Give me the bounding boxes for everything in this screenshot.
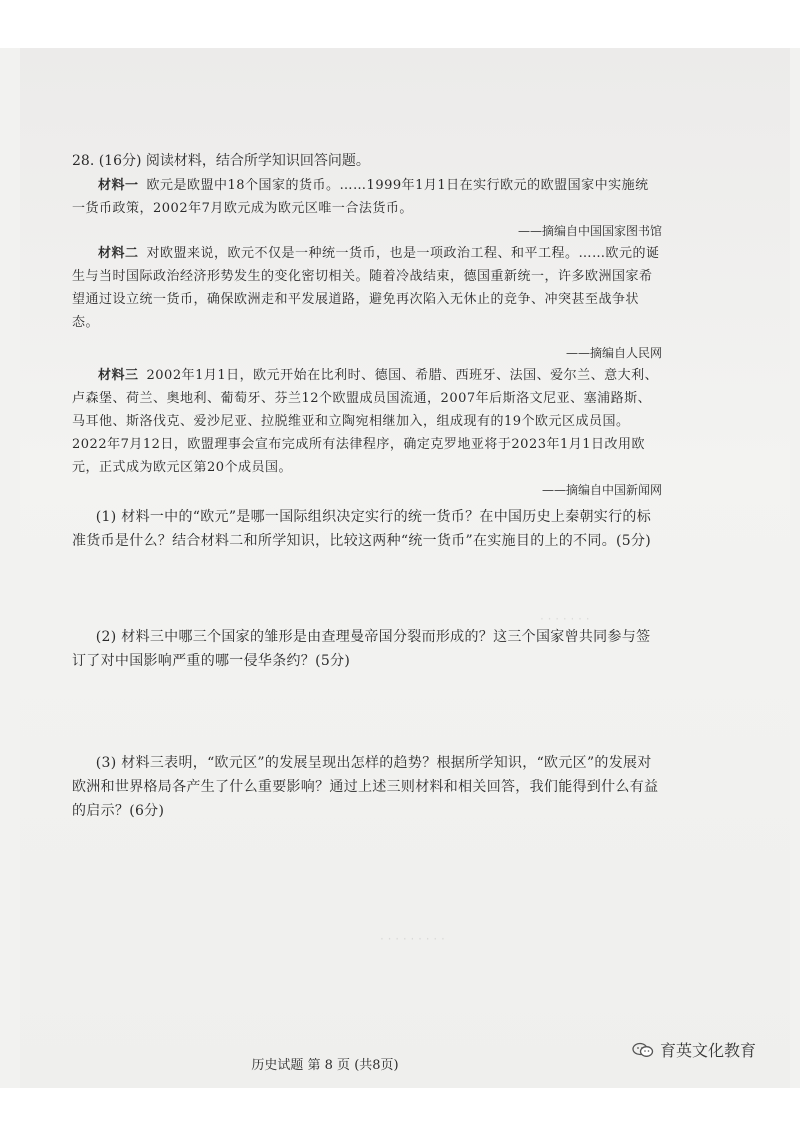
material-3-label: 材料三 [98,368,139,383]
page-footer: 历史试题 第 8 页 (共8页) [251,1058,399,1073]
question-block [72,150,662,823]
material-1-source: ——摘编自中国国家图书馆 [517,224,662,238]
subquestion-2: (2) 材料三中哪三个国家的雏形是由查理曼帝国分裂而形成的？这三个国家曾共同参与签订了对中国影响严重的哪一侵华条约？(5分) [72,629,651,669]
top-margin [0,0,800,48]
material-2-label: 材料二 [98,246,139,261]
subquestion-1: (1) 材料一中的“欧元”是哪一国际组织决定实行的统一货币？在中国历史上秦朝实行的标准货币是什么？结合材料二和所学知识，比较这两种“统一货币”在实施目的上的不同。(5分) [72,509,652,549]
material-2 [72,242,662,334]
bleed-through-text: · · · · · · · · · [380,932,445,946]
material-2-source: ——摘编自人民网 [565,346,662,360]
material-1 [72,174,662,220]
bleed-through-text: · · · · · · · [540,612,590,626]
material-3-text: 2002年1月1日，欧元开始在比利时、德国、希腊、西班牙、法国、爱尔兰、意大利、卢森堡、荷兰、奥地利、葡萄牙、芬兰12个欧盟成员国流通，2007年后斯洛文尼亚、塞浦路斯、马耳他、斯洛伐克、爱沙尼亚、拉脱维亚和立陶宛相继加入，组成现有的19个欧元区成员国。2022年7月12日，欧盟理事会宣布完成所有法律程序，确定克罗地亚将于2023年1月1日改用欧元，正式成为欧元区第20个成员国。 [72,368,659,475]
bottom-margin [0,1088,800,1132]
material-1-label: 材料一 [98,178,139,193]
wechat-icon [632,1042,654,1058]
material-2-text: 对欧盟来说，欧元不仅是一种统一货币，也是一项政治工程、和平工程。……欧元的诞生与当时国际政治经济形势发生的变化密切相关。随着冷战结束，德国重新统一，许多欧洲国家希望通过设立统一货币，确保欧洲走和平发展道路，避免再次陷入无休止的竞争、冲突甚至战争状态。 [72,246,660,330]
material-3-source: ——摘编自中国新闻网 [541,483,662,497]
question-title: 28. (16分) 阅读材料，结合所学知识回答问题。 [72,153,370,169]
subquestion-3: (3) 材料三表明，“欧元区”的发展呈现出怎样的趋势？根据所学知识，“欧元区”的发展对欧洲和世界格局各产生了什么重要影响？通过上述三则材料和相关回答，我们能得到什么有益的启示？(6分) [72,755,659,819]
watermark-text: 育英文化教育 [660,1041,757,1060]
watermark [632,1038,756,1061]
material-3 [72,364,662,479]
material-1-text: 欧元是欧盟中18个国家的货币。……1999年1月1日在实行欧元的欧盟国家中实施统一货币政策，2002年7月欧元成为欧元区唯一合法货币。 [72,178,649,216]
